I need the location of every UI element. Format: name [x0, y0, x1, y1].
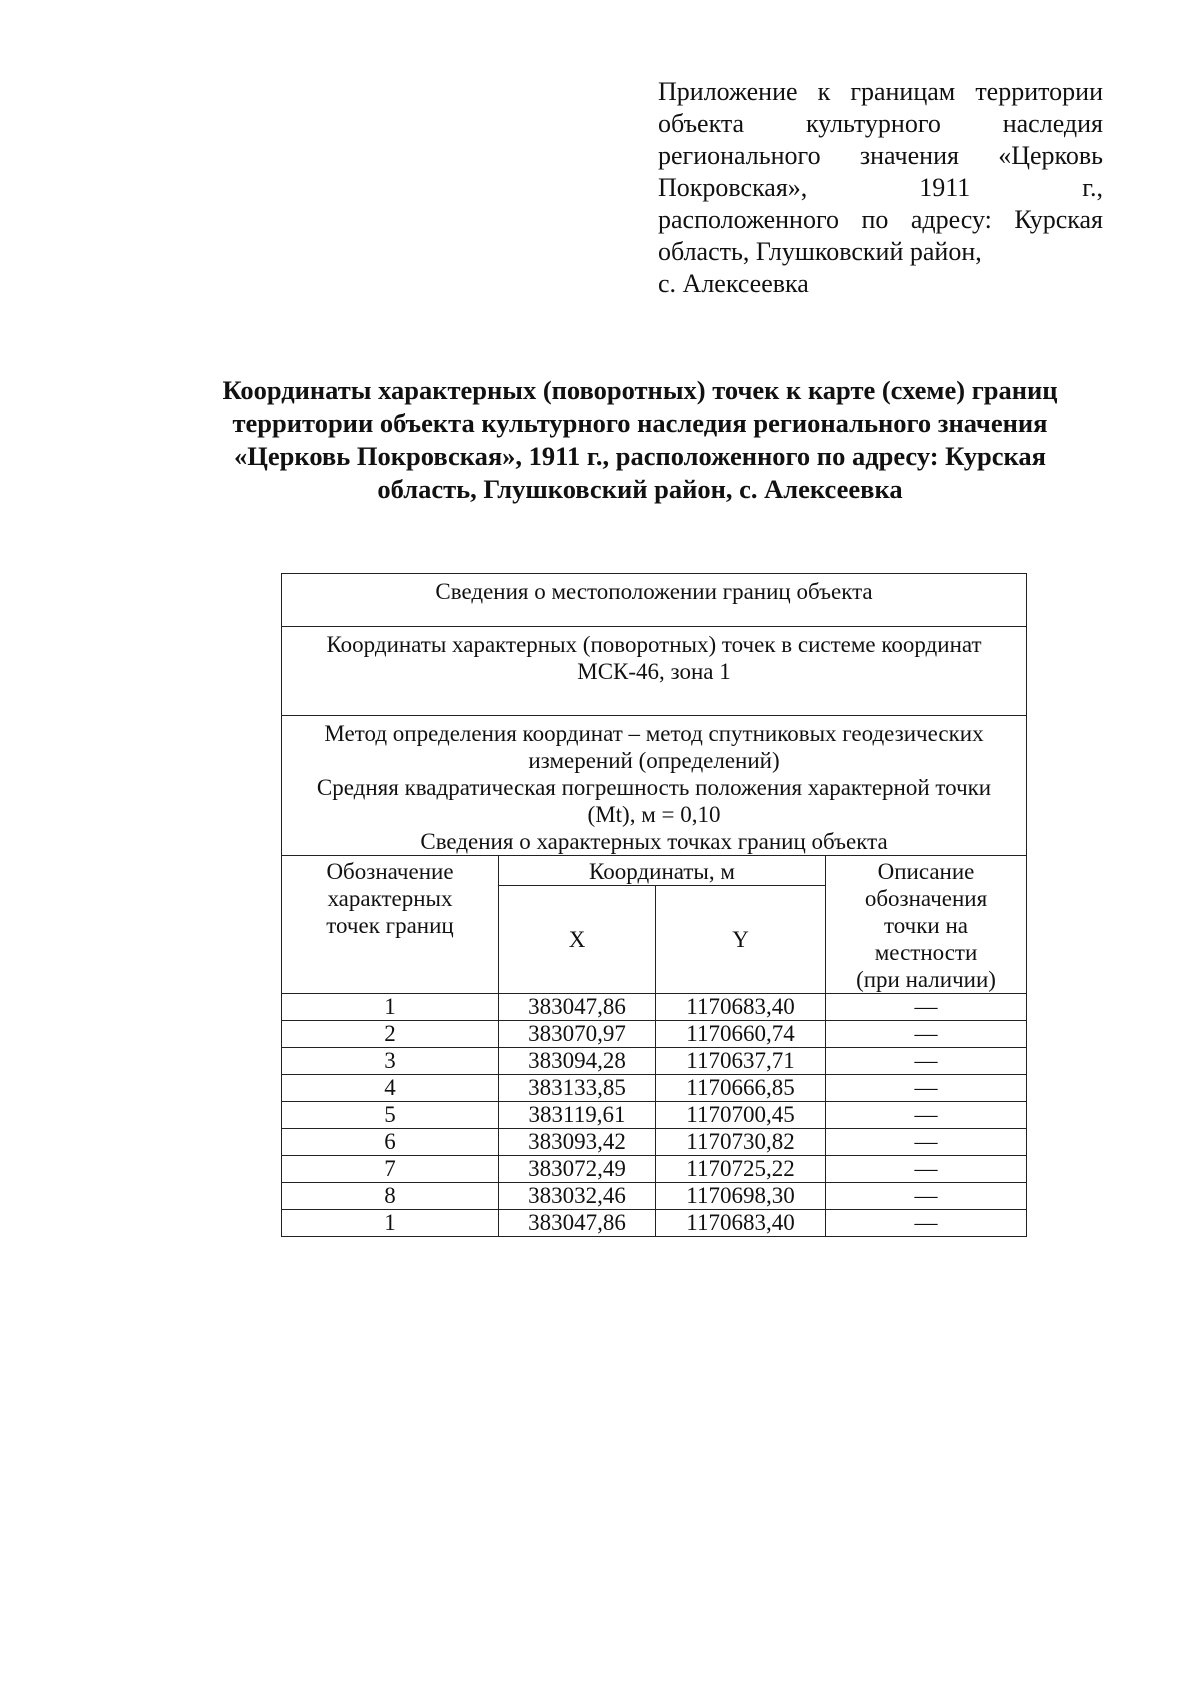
table-row: [282, 1102, 1027, 1129]
table-row: [282, 1021, 1027, 1048]
col-desc-line: обозначения: [864, 886, 988, 911]
desc-cell: —: [826, 1156, 1027, 1183]
annex-line: область, Глушковский район,: [658, 237, 982, 266]
title-line: Координаты характерных (поворотных) точек к карте (схеме) границ: [222, 375, 1058, 405]
x-cell: 383093,42: [499, 1129, 656, 1156]
col-desc-line: местности: [874, 940, 978, 965]
col-desc-line: (при наличии): [856, 967, 996, 992]
point-cell: 5: [282, 1102, 499, 1129]
table-row: [282, 1129, 1027, 1156]
table-row: [282, 1048, 1027, 1075]
method-line: Метод определения координат – метод спутниковых геодезических: [324, 721, 984, 746]
y-cell: 1170730,82: [656, 1129, 826, 1156]
x-cell: 383094,28: [499, 1048, 656, 1075]
col-y-header: Y: [656, 886, 826, 994]
title-line: территории объекта культурного наследия регионального значения: [232, 408, 1048, 438]
y-cell: 1170666,85: [656, 1075, 826, 1102]
column-header-row: [282, 856, 1027, 886]
x-cell: 383047,86: [499, 1210, 656, 1237]
col-x-header: X: [499, 886, 656, 994]
col-point-line: точек границ: [326, 913, 454, 938]
point-cell: 4: [282, 1075, 499, 1102]
y-cell: 1170700,45: [656, 1102, 826, 1129]
point-cell: 6: [282, 1129, 499, 1156]
y-cell: 1170660,74: [656, 1021, 826, 1048]
table-row: [282, 1210, 1027, 1237]
point-cell: 1: [282, 1210, 499, 1237]
desc-cell: —: [826, 1183, 1027, 1210]
x-cell: 383072,49: [499, 1156, 656, 1183]
system-row: [282, 627, 1027, 716]
col-desc-line: точки на: [884, 913, 968, 938]
table-row: [282, 1075, 1027, 1102]
col-coords-header: Координаты, м: [499, 856, 826, 886]
method-line: измерений (определений): [528, 748, 780, 773]
annex-line: с. Алексеевка: [658, 269, 809, 298]
location-header-cell: [282, 574, 1027, 627]
desc-cell: —: [826, 1021, 1027, 1048]
desc-cell: —: [826, 1102, 1027, 1129]
system-line: МСК-46, зона 1: [577, 659, 731, 684]
annex-line: Приложение к границам территории: [658, 77, 1103, 106]
col-point-line: характерных: [327, 886, 453, 911]
system-cell: [282, 627, 1027, 716]
method-line: Сведения о характерных точках границ объекта: [420, 829, 888, 854]
table-row: [282, 1183, 1027, 1210]
table-row: [282, 1156, 1027, 1183]
point-cell: 2: [282, 1021, 499, 1048]
document-title: [150, 374, 1130, 506]
point-cell: 7: [282, 1156, 499, 1183]
method-cell: [282, 716, 1027, 856]
location-header: Сведения о местоположении границ объекта: [435, 579, 873, 604]
system-line: Координаты характерных (поворотных) точек в системе координат: [326, 632, 982, 657]
data-rows: [282, 994, 1027, 1237]
desc-cell: —: [826, 994, 1027, 1021]
point-cell: 3: [282, 1048, 499, 1075]
desc-cell: —: [826, 1048, 1027, 1075]
point-cell: 1: [282, 994, 499, 1021]
method-line: (Mt), м = 0,10: [587, 802, 721, 827]
x-cell: 383032,46: [499, 1183, 656, 1210]
col-point-line: Обозначение: [326, 859, 454, 884]
y-cell: 1170683,40: [656, 994, 826, 1021]
y-cell: 1170698,30: [656, 1183, 826, 1210]
method-line: Средняя квадратическая погрешность положения характерной точки: [316, 775, 992, 800]
col-desc-line: Описание: [877, 859, 975, 884]
location-header-row: [282, 574, 1027, 627]
x-cell: 383119,61: [499, 1102, 656, 1129]
annex-line: Покровская», 1911 г.,: [658, 173, 1103, 202]
desc-cell: —: [826, 1210, 1027, 1237]
annex-line: регионального значения «Церковь: [658, 141, 1103, 170]
y-cell: 1170725,22: [656, 1156, 826, 1183]
x-cell: 383133,85: [499, 1075, 656, 1102]
y-cell: 1170683,40: [656, 1210, 826, 1237]
x-cell: 383070,97: [499, 1021, 656, 1048]
col-point-header: [282, 856, 499, 994]
coordinates-table: [281, 573, 1027, 1237]
annex-note: [658, 76, 1103, 300]
point-cell: 8: [282, 1183, 499, 1210]
col-desc-header: [826, 856, 1027, 994]
y-cell: 1170637,71: [656, 1048, 826, 1075]
title-line: область, Глушковский район, с. Алексеевка: [377, 474, 903, 504]
table-row: [282, 994, 1027, 1021]
desc-cell: —: [826, 1129, 1027, 1156]
annex-line: расположенного по адресу: Курская: [658, 205, 1103, 234]
annex-line: объекта культурного наследия: [658, 109, 1103, 138]
title-line: «Церковь Покровская», 1911 г., расположенного по адресу: Курская: [234, 441, 1046, 471]
x-cell: 383047,86: [499, 994, 656, 1021]
desc-cell: —: [826, 1075, 1027, 1102]
method-row: [282, 716, 1027, 856]
